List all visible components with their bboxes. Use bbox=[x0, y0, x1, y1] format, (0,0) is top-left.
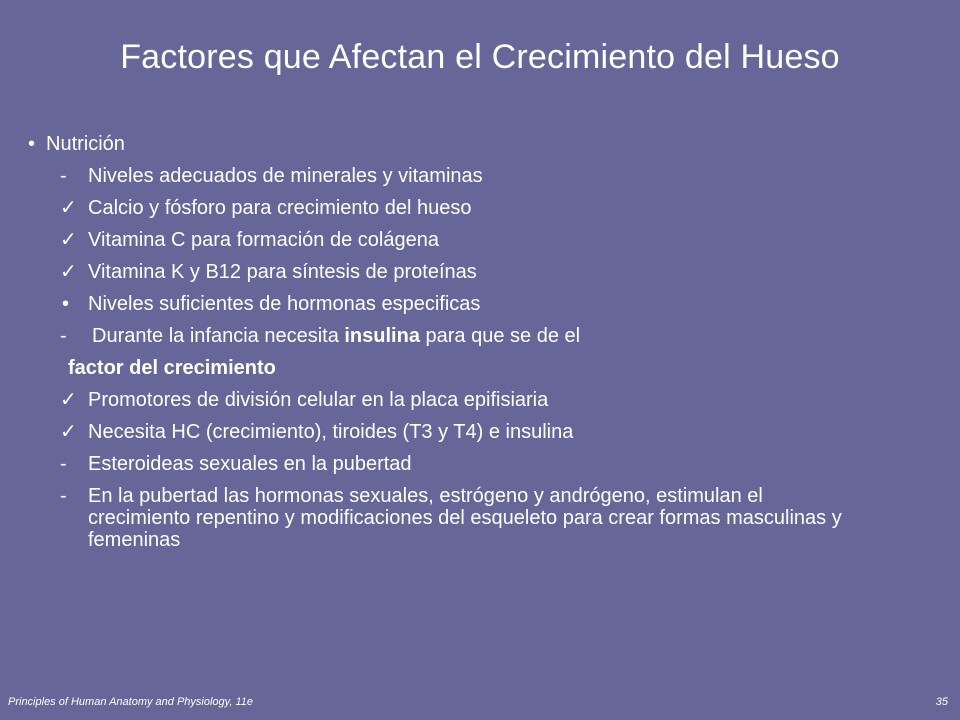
line-text: En la pubertad las hormonas sexuales, estrógeno y andrógeno, estimulan el crecimiento repentino y modificaciones del esqueleto para crear formas masculinas y femeninas bbox=[88, 485, 842, 551]
dash-marker: - bbox=[60, 165, 67, 187]
line-text: factor del crecimiento bbox=[68, 357, 276, 379]
check-icon: ✓ bbox=[60, 197, 77, 219]
line-text: Esteroideas sexuales en la pubertad bbox=[88, 453, 412, 475]
check-icon: ✓ bbox=[60, 229, 77, 251]
line-text: Calcio y fósforo para crecimiento del hueso bbox=[88, 197, 472, 219]
bullet-marker: • bbox=[62, 293, 70, 315]
dash-marker: - bbox=[60, 325, 67, 347]
dash-marker: - bbox=[60, 453, 67, 475]
line-text: Nutrición bbox=[46, 133, 125, 155]
footer-book-title: Principles of Human Anatomy and Physiology, 11e bbox=[8, 696, 253, 708]
line-text: Vitamina C para formación de colágena bbox=[88, 229, 439, 251]
slide-title: Factores que Afectan el Crecimiento del Hueso bbox=[120, 38, 840, 76]
line-text-part: para que se de el bbox=[419, 325, 581, 347]
check-icon: ✓ bbox=[60, 389, 77, 411]
line-text bbox=[92, 320, 580, 352]
line-text: Necesita HC (crecimiento), tiroides (T3 y T4) e insulina bbox=[88, 421, 574, 443]
line-text: Niveles adecuados de minerales y vitaminas bbox=[88, 165, 483, 187]
line-text-part: Durante la infancia necesita bbox=[92, 325, 345, 347]
line-text: Promotores de división celular en la placa epifisiaria bbox=[88, 389, 549, 411]
emphasis-insulina: insulina bbox=[344, 325, 420, 347]
bullet-marker: • bbox=[28, 133, 36, 155]
check-icon: ✓ bbox=[60, 421, 77, 443]
line-text: Niveles suficientes de hormonas especificas bbox=[88, 293, 481, 315]
check-icon: ✓ bbox=[60, 261, 77, 283]
dash-marker: - bbox=[60, 485, 67, 507]
line-text: Vitamina K y B12 para síntesis de proteínas bbox=[88, 261, 477, 283]
footer-page-number: 35 bbox=[935, 696, 948, 708]
